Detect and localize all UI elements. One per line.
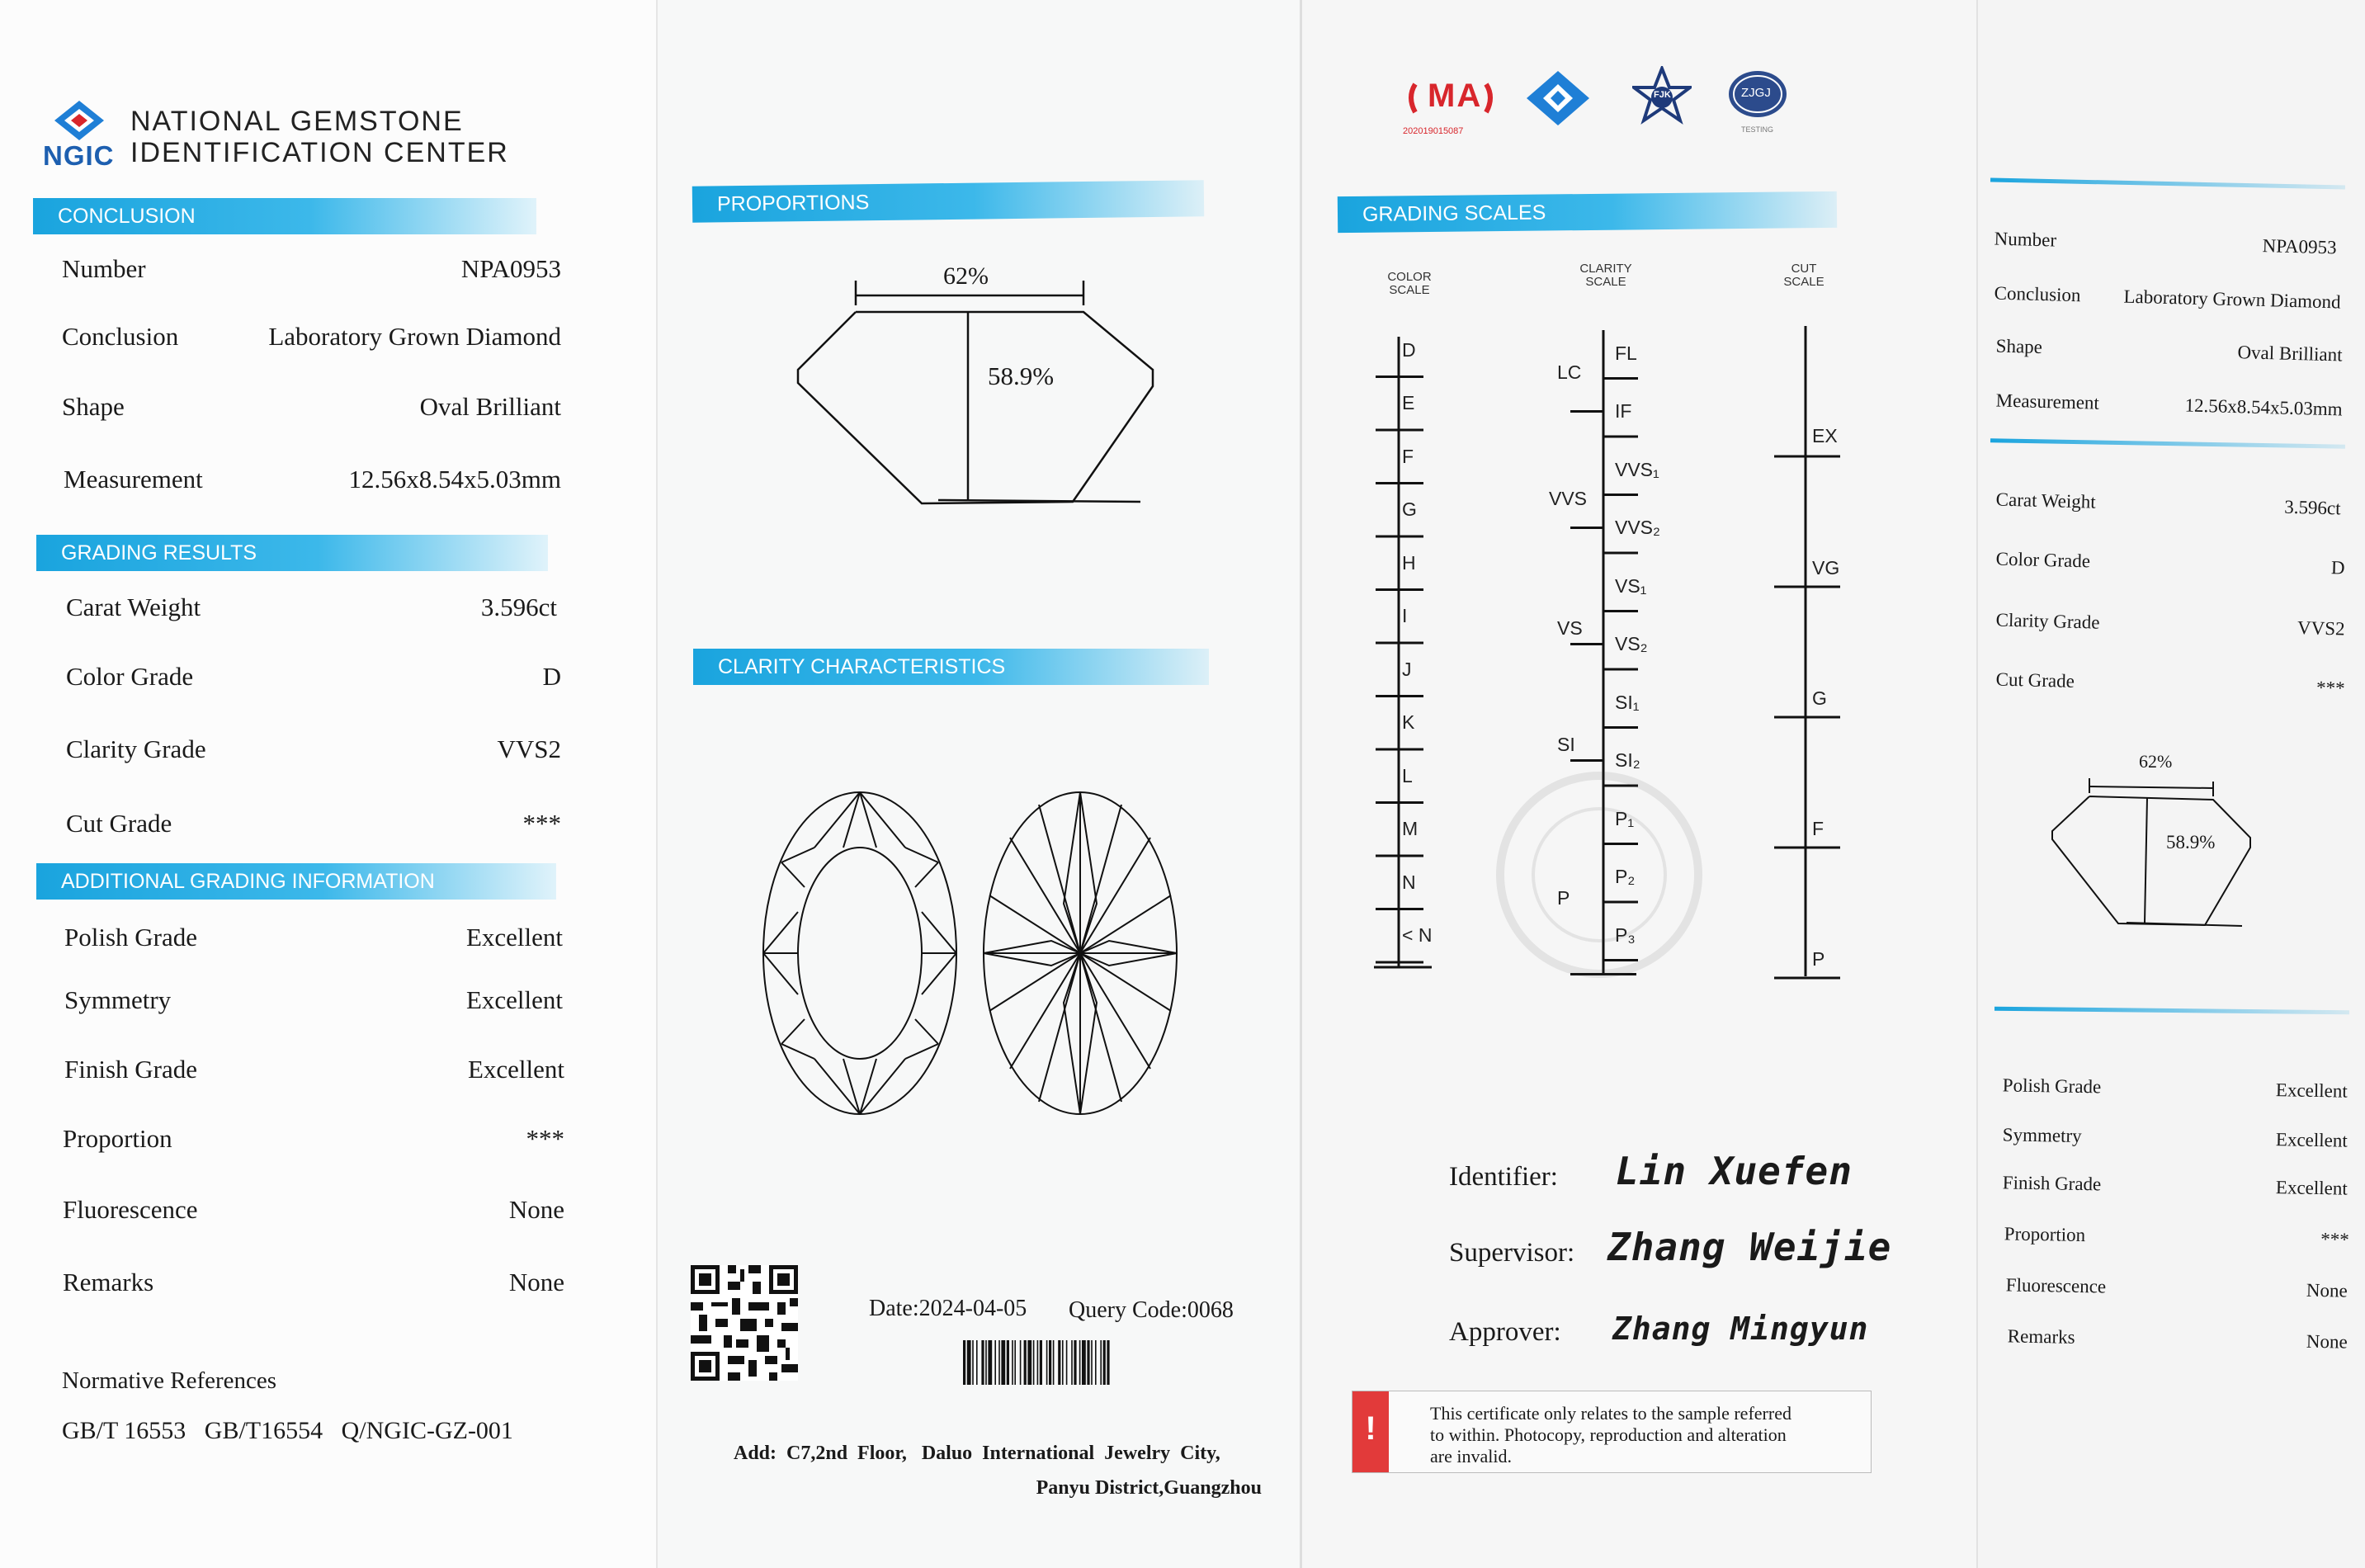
cut-grade-label: G [1812,687,1827,709]
cma-logo-text: MA [1428,78,1483,114]
barcode-bar [1007,1340,1009,1385]
warning-line1: This certificate only relates to the sample referred [1430,1403,1791,1424]
fluorescence-value: None [508,1195,564,1224]
watermark-seal-icon [1492,767,1706,982]
fjk-seal-text: FJK [1654,90,1671,100]
summary-finish-row [2002,1172,2348,1199]
barcode-bar [1103,1340,1106,1385]
clarity-scale-title-line1: CLARITY [1579,262,1632,276]
summary-table-percentage: 62% [2139,751,2173,772]
additional-info-header: ADDITIONAL GRADING INFORMATION [36,863,556,900]
barcode-bar [1014,1340,1016,1385]
color-grade-label: < N [1402,924,1433,946]
color-label: Color Grade [66,662,194,691]
lab-address-line1: Add: C7,2nd Floor, Daluo International Jewelry City, [734,1443,1220,1464]
summary-measurement-value: 12.56x8.54x5.03mm [2184,394,2343,420]
summary-fluorescence-value: None [2306,1279,2348,1301]
color-grade-label: J [1402,658,1412,680]
barcode-bar [1095,1340,1097,1385]
finish-label: Finish Grade [64,1055,198,1084]
clarity-grade-label: P₁ [1615,807,1635,829]
summary-polish-label: Polish Grade [2002,1074,2102,1098]
barcode-icon [963,1340,1244,1385]
barcode-bar [1024,1340,1027,1385]
proportions-panel [656,0,1301,1568]
zjgj-seal-sub: TESTING [1741,125,1774,134]
color-grade-label: F [1402,445,1414,467]
barcode-bar [1074,1340,1076,1385]
color-scale-title-line1: COLOR [1387,270,1432,284]
ngic-logo-icon [53,99,106,142]
cut-value: *** [522,809,561,838]
cut-grade-label: P [1812,948,1825,970]
summary-proportion-label: Proportion [2004,1223,2086,1246]
clarity-characteristics-header: CLARITY CHARACTERISTICS [693,649,1209,685]
clarity-grade-label: VVS₂ [1615,517,1660,538]
clarity-value: VVS2 [497,734,561,763]
summary-cut-label: Cut Grade [1995,668,2075,692]
zjgj-seal-text: ZJGJ [1741,86,1771,100]
identifier-label: Identifier: [1449,1162,1558,1192]
measurement-label: Measurement [64,465,203,494]
summary-remarks-row [2007,1325,2348,1353]
barcode-bar [1046,1340,1048,1385]
barcode-bar [1033,1340,1035,1385]
query-code: Query Code:0068 [1069,1297,1234,1323]
warning-icon: ! [1352,1391,1389,1472]
barcode-bar [998,1340,1000,1385]
cma-number: 202019015087 [1403,126,1464,136]
clarity-grade-label: SI₂ [1615,749,1640,771]
summary-cut-value: *** [2315,677,2345,699]
cut-label: Cut Grade [66,809,172,838]
proportions-header: PROPORTIONS [692,180,1204,223]
clarity-group-label: LC [1557,361,1582,383]
summary-finish-value: Excellent [2275,1177,2348,1199]
color-grade-label: K [1402,711,1415,733]
cut-grade-label: VG [1812,557,1840,579]
summary-clarity-label: Clarity Grade [1995,609,2100,633]
conclusion-header: CONCLUSION [33,198,536,234]
summary-shape-row [1995,335,2343,366]
warning-line3: are invalid. [1430,1446,1512,1466]
barcode-bar [967,1340,971,1385]
summary-divider-bottom [1994,1007,2349,1015]
cut-grade-label: EX [1812,425,1838,446]
barcode-bar [1053,1340,1055,1385]
summary-symmetry-value: Excellent [2275,1129,2348,1151]
validity-warning [1352,1391,1872,1473]
normative-references-title: Normative References [62,1367,277,1394]
color-grade-label: M [1402,818,1419,839]
color-grade-label: N [1402,871,1416,893]
barcode-bar [1087,1340,1089,1385]
summary-carat-row [1995,489,2341,519]
barcode-bar [985,1340,987,1385]
cut-scale-title-line1: CUT [1791,262,1817,276]
summary-polish-value: Excellent [2275,1079,2348,1102]
clarity-group-label: VS [1557,617,1583,639]
summary-proportion-row [2004,1223,2349,1250]
color-scale-title-line2: SCALE [1389,283,1430,297]
color-grade-label: I [1402,605,1408,626]
summary-polish-row [2002,1074,2348,1102]
barcode-bar [963,1340,965,1385]
certificate-main-panel [0,0,656,1568]
cut-scale-title-line2: SCALE [1783,275,1824,289]
summary-divider-top [1990,177,2345,189]
summary-divider-mid [1990,438,2345,449]
polish-value: Excellent [465,923,563,952]
summary-color-value: D [2330,557,2345,579]
barcode-bar [1058,1340,1060,1385]
barcode-bar [1012,1340,1013,1385]
summary-number-row [1994,228,2337,258]
summary-remarks-value: None [2306,1330,2348,1353]
summary-fluorescence-label: Fluorescence [2005,1274,2107,1297]
clarity-scale-title-line2: SCALE [1585,275,1626,289]
clarity-group-label: P [1557,886,1570,909]
identifier-signature: Lin Xuefen [1616,1149,1853,1193]
carat-label: Carat Weight [66,593,201,621]
shape-label: Shape [62,392,125,421]
approver-label: Approver: [1449,1317,1561,1347]
color-grade-label: D [1402,338,1416,361]
barcode-bar [1049,1340,1051,1385]
clarity-label: Clarity Grade [66,734,206,763]
barcode-bar [1027,1340,1031,1385]
normative-references-text: GB/T 16553 GB/T16554 Q/NGIC-GZ-001 [62,1417,513,1444]
remarks-label: Remarks [63,1268,154,1296]
remarks-value: None [508,1268,564,1296]
summary-number-value: NPA0953 [2262,235,2337,258]
barcode-bar [972,1340,974,1385]
proportion-value: *** [526,1124,564,1153]
conclusion-value: Laboratory Grown Diamond [268,322,561,351]
certificate-date: Date:2024-04-05 [869,1296,1027,1321]
proportions-diagram [773,272,1169,512]
barcode-bar [1100,1340,1102,1385]
barcode-bar [1082,1340,1086,1385]
barcode-bar [988,1340,992,1385]
summary-conclusion-label: Conclusion [1994,282,2081,306]
barcode-bar [981,1340,984,1385]
warning-line2: to within. Photocopy, reproduction and alteration [1430,1424,1787,1445]
color-grade-label: H [1402,551,1416,574]
lab-address-line2: Panyu District,Guangzhou [1036,1477,1262,1499]
shape-value: Oval Brilliant [419,392,561,421]
summary-depth-percentage: 58.9% [2166,832,2216,852]
barcode-bar [1079,1340,1081,1385]
color-grade-label: G [1402,498,1417,520]
summary-shape-value: Oval Brilliant [2237,342,2343,366]
barcode-bar [1107,1340,1109,1385]
clarity-grade-label: VVS₁ [1615,458,1659,480]
summary-card-panel [1976,0,2365,1568]
summary-measurement-label: Measurement [1995,390,2100,413]
barcode-bar [1062,1340,1064,1385]
org-name-line1: NATIONAL GEMSTONE [130,106,464,137]
summary-conclusion-value: Laboratory Grown Diamond [2123,286,2341,313]
summary-number-label: Number [1994,228,2057,251]
clarity-group-label: VVS [1549,488,1588,509]
supervisor-label: Supervisor: [1449,1238,1575,1268]
summary-color-label: Color Grade [1995,548,2091,572]
cut-grade-label: F [1812,818,1824,839]
polish-label: Polish Grade [64,923,198,952]
barcode-bar [1001,1340,1005,1385]
barcode-bar [1091,1340,1093,1385]
barcode-bar [1071,1340,1073,1385]
table-percentage: 62% [940,262,992,290]
conclusion-label: Conclusion [62,322,179,351]
summary-finish-label: Finish Grade [2002,1172,2102,1195]
color-grade-label: E [1402,392,1415,413]
summary-cut-row [1995,668,2345,699]
org-name-line2: IDENTIFICATION CENTER [130,137,509,168]
barcode-bar [976,1340,978,1385]
clarity-grade-label: VS₂ [1615,633,1648,654]
clarity-plot-crown-icon [757,788,963,1118]
clarity-grade-label: P₂ [1615,866,1636,887]
summary-clarity-value: VVS2 [2297,617,2345,640]
finish-value: Excellent [467,1055,564,1084]
summary-fluorescence-row [2005,1274,2348,1301]
measurement-value: 12.56x8.54x5.03mm [348,465,561,494]
summary-proportions-diagram [2036,772,2283,937]
symmetry-label: Symmetry [64,985,172,1014]
summary-carat-label: Carat Weight [1995,489,2097,512]
grading-scales-header: GRADING SCALES [1338,191,1837,233]
fluorescence-label: Fluorescence [63,1195,198,1224]
number-label: Number [62,254,146,283]
summary-symmetry-label: Symmetry [2002,1124,2082,1147]
barcode-bar [1020,1340,1022,1385]
summary-proportion-value: *** [2320,1229,2349,1250]
summary-shape-label: Shape [1995,335,2043,357]
barcode-bar [1040,1340,1042,1385]
supervisor-signature: Zhang Weijie [1607,1225,1892,1269]
summary-conclusion-row [1994,282,2341,313]
summary-measurement-row [1995,390,2343,420]
color-value: D [542,662,561,691]
depth-percentage: 58.9% [988,361,1055,390]
summary-symmetry-row [2002,1124,2348,1151]
grading-scales-panel [1300,0,1979,1568]
clarity-grade-label: VS₁ [1615,574,1647,597]
clarity-grade-label: SI₁ [1615,691,1640,713]
clarity-grade-label: P₃ [1615,923,1636,946]
summary-carat-value: 3.596ct [2283,496,2341,519]
barcode-bar [994,1340,996,1385]
barcode-bar [1037,1340,1039,1385]
summary-clarity-row [1995,609,2345,640]
clarity-grade-label: FL [1615,342,1637,364]
symmetry-value: Excellent [465,985,563,1014]
number-value: NPA0953 [460,254,561,283]
clarity-grade-label: IF [1615,400,1632,422]
proportion-label: Proportion [63,1124,172,1153]
barcode-bar [1066,1340,1068,1385]
color-grade-label: L [1402,764,1413,786]
summary-color-row [1995,548,2345,579]
ngic-logo-text: NGIC [43,140,115,171]
carat-value: 3.596ct [480,593,557,621]
qr-code-icon[interactable] [691,1265,798,1381]
summary-remarks-label: Remarks [2007,1325,2075,1348]
clarity-plot-pavilion-icon [977,788,1183,1118]
grading-results-header: GRADING RESULTS [36,535,548,571]
clarity-group-label: SI [1557,734,1575,755]
approver-signature: Zhang Mingyun [1612,1311,1869,1347]
